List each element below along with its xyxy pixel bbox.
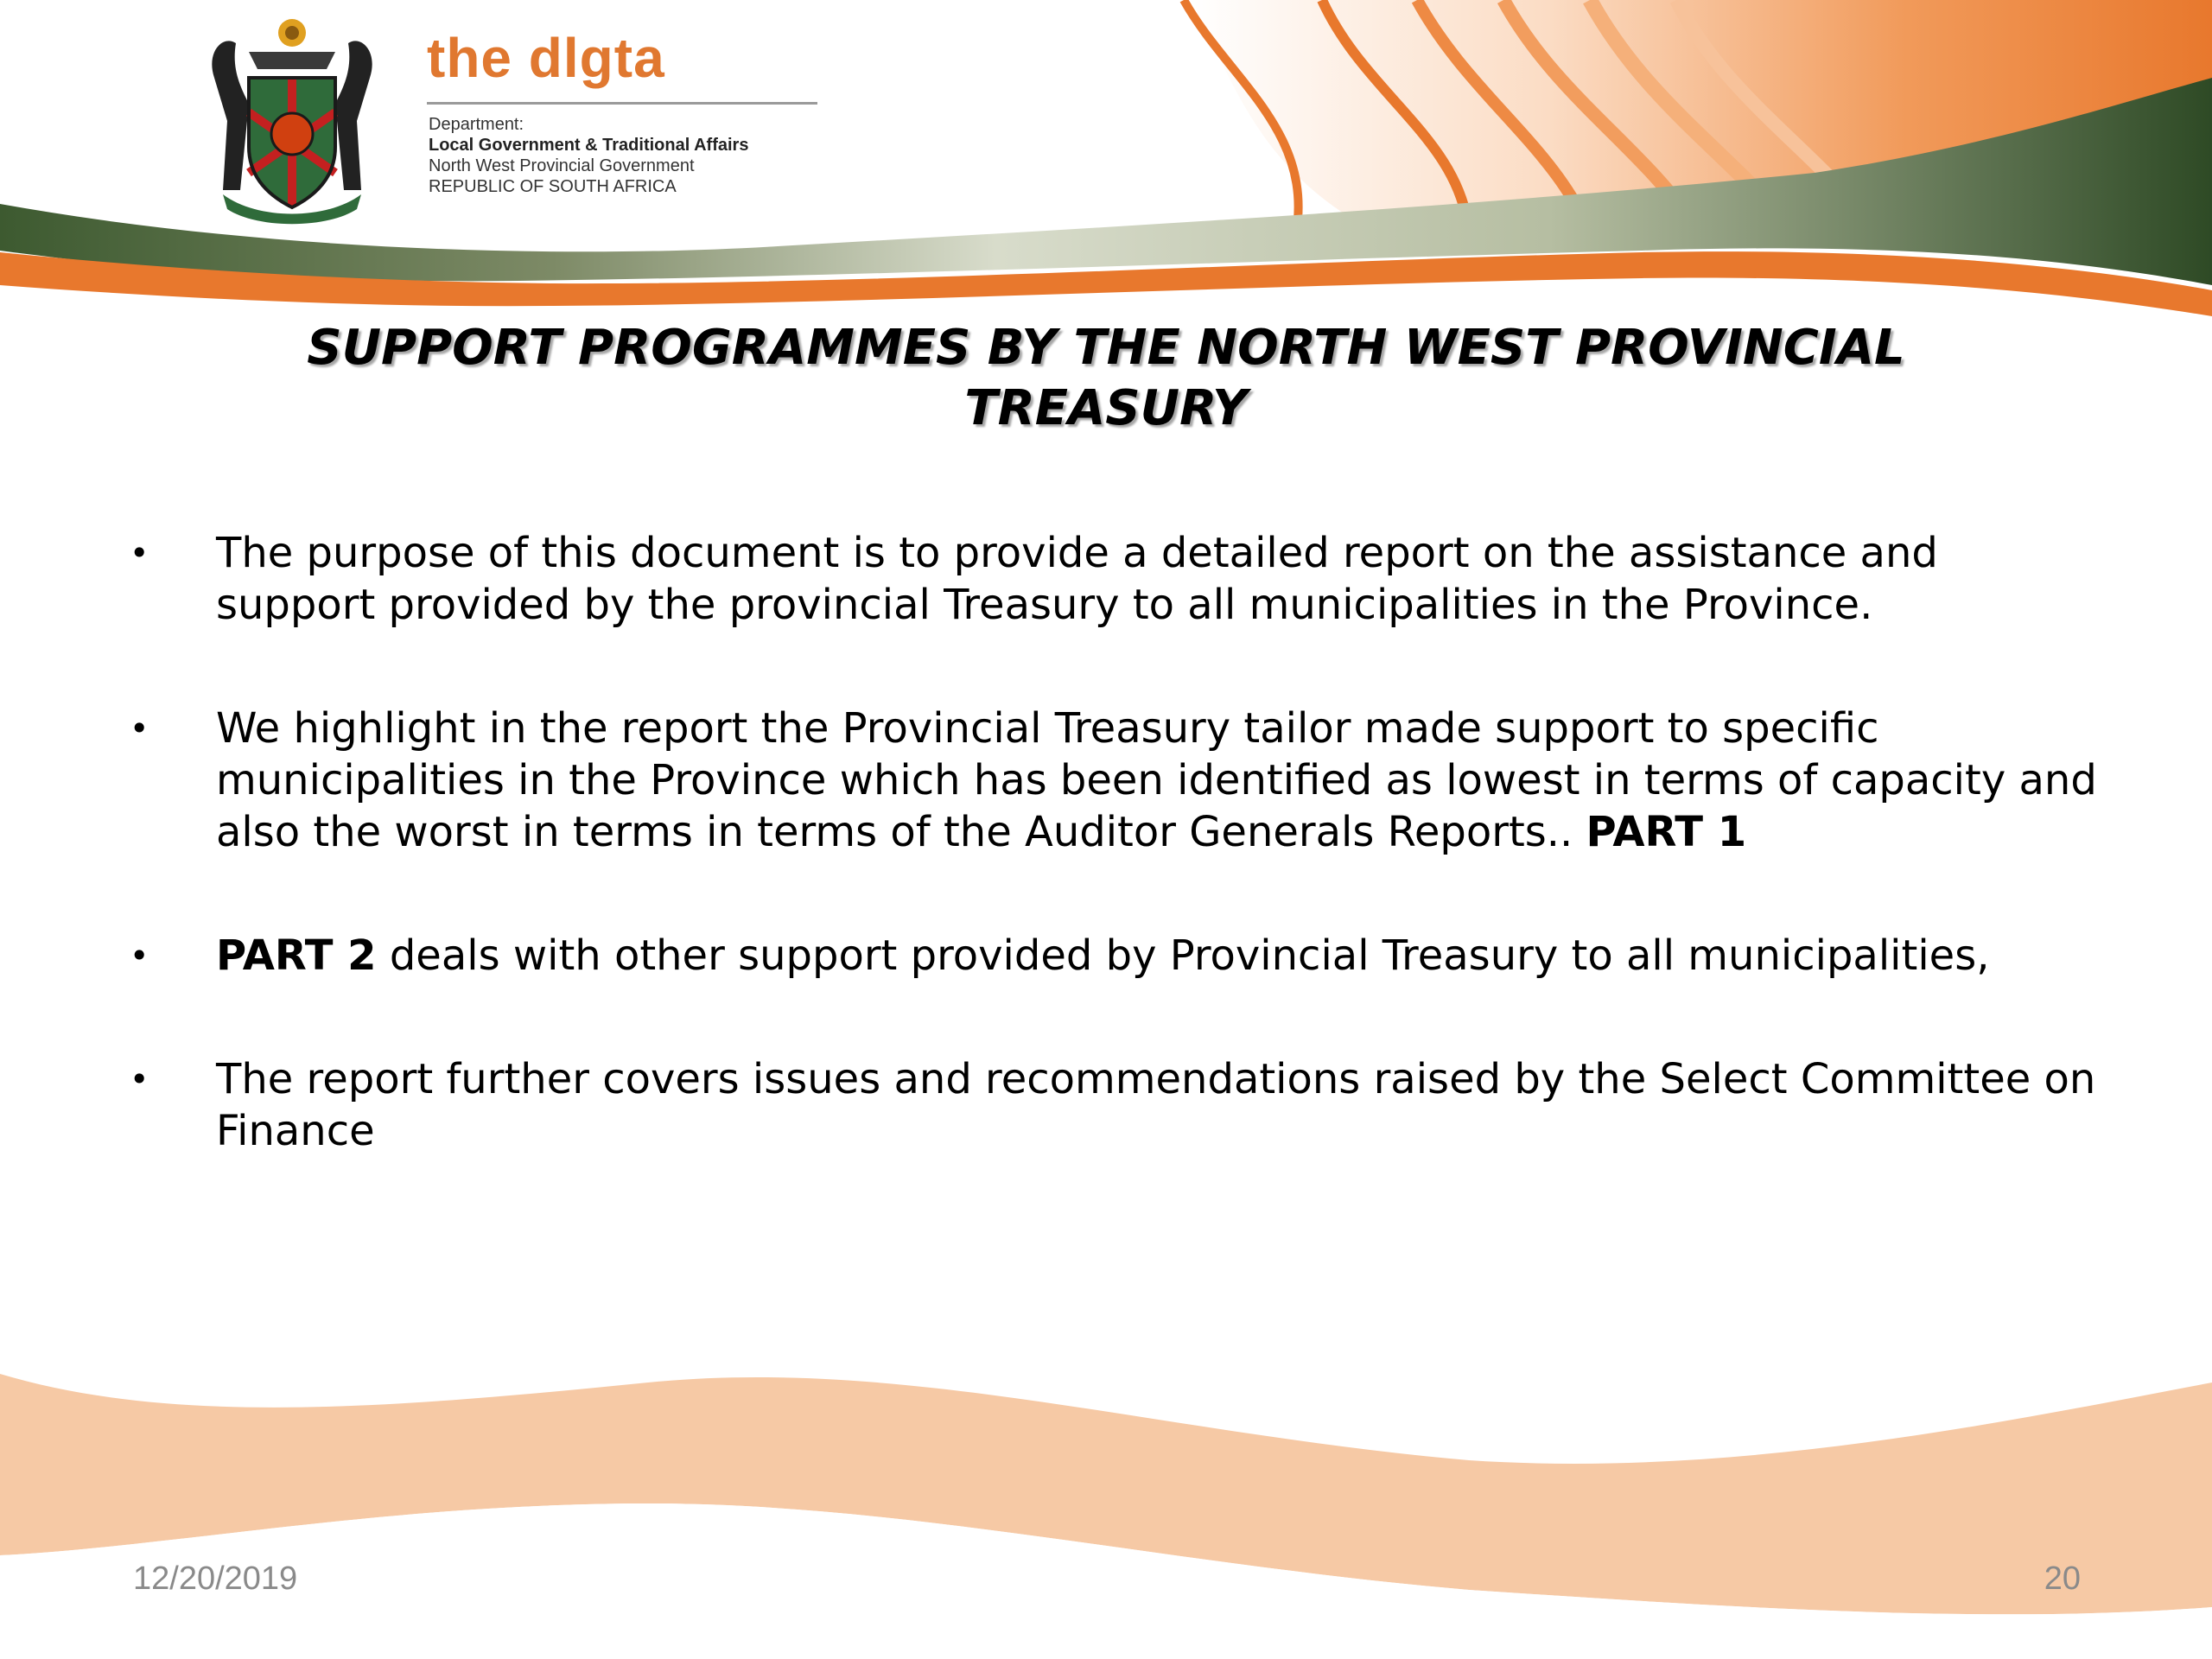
bullet-list [130,527,2100,1229]
bullet-item [130,527,2100,631]
brand-divider [427,102,817,105]
footer-date: 12/20/2019 [133,1560,298,1597]
department-info [429,114,748,197]
bullet-item [130,702,2100,858]
bullet-symbol: • [130,709,149,747]
bullet-symbol: • [130,1060,149,1098]
coat-of-arms-logo [188,17,396,225]
slide-title [173,318,2039,439]
bullet-emphasis: PART 1 [1586,808,1747,856]
brand-wordmark: the dlgta [427,27,665,89]
government-name: North West Provincial Government [429,156,695,175]
slide-title-line-1: SUPPORT PROGRAMMES BY THE NORTH WEST PROVINCIAL [307,320,1905,376]
bullet-item [130,930,2100,982]
department-name: Local Government & Traditional Affairs [429,136,749,155]
bullet-text: The report further covers issues and recommendations raised by the Select Committee on Finance [216,1055,2096,1155]
slide-number: 20 [2044,1560,2081,1597]
bullet-emphasis: PART 2 [216,931,377,980]
bullet-item [130,1053,2100,1157]
country-name: REPUBLIC OF SOUTH AFRICA [429,177,677,196]
bullet-text: deals with other support provided by Provincial Treasury to all municipalities, [376,931,1990,980]
bullet-symbol: • [130,937,149,975]
department-label: Department: [429,115,524,134]
slide-title-line-2: TREASURY [964,380,1248,436]
bullet-symbol: • [130,534,149,572]
bullet-text: We highlight in the report the Provincial Treasury tailor made support to specific municipalities in the Province which has been identified as lowest in terms of capacity and also the worst in terms in terms of the Auditor Generals Reports.. [216,704,2097,856]
bullet-text: The purpose of this document is to provide a detailed report on the assistance and support provided by the provincial Treasury to all municipalities in the Province. [216,529,1938,629]
